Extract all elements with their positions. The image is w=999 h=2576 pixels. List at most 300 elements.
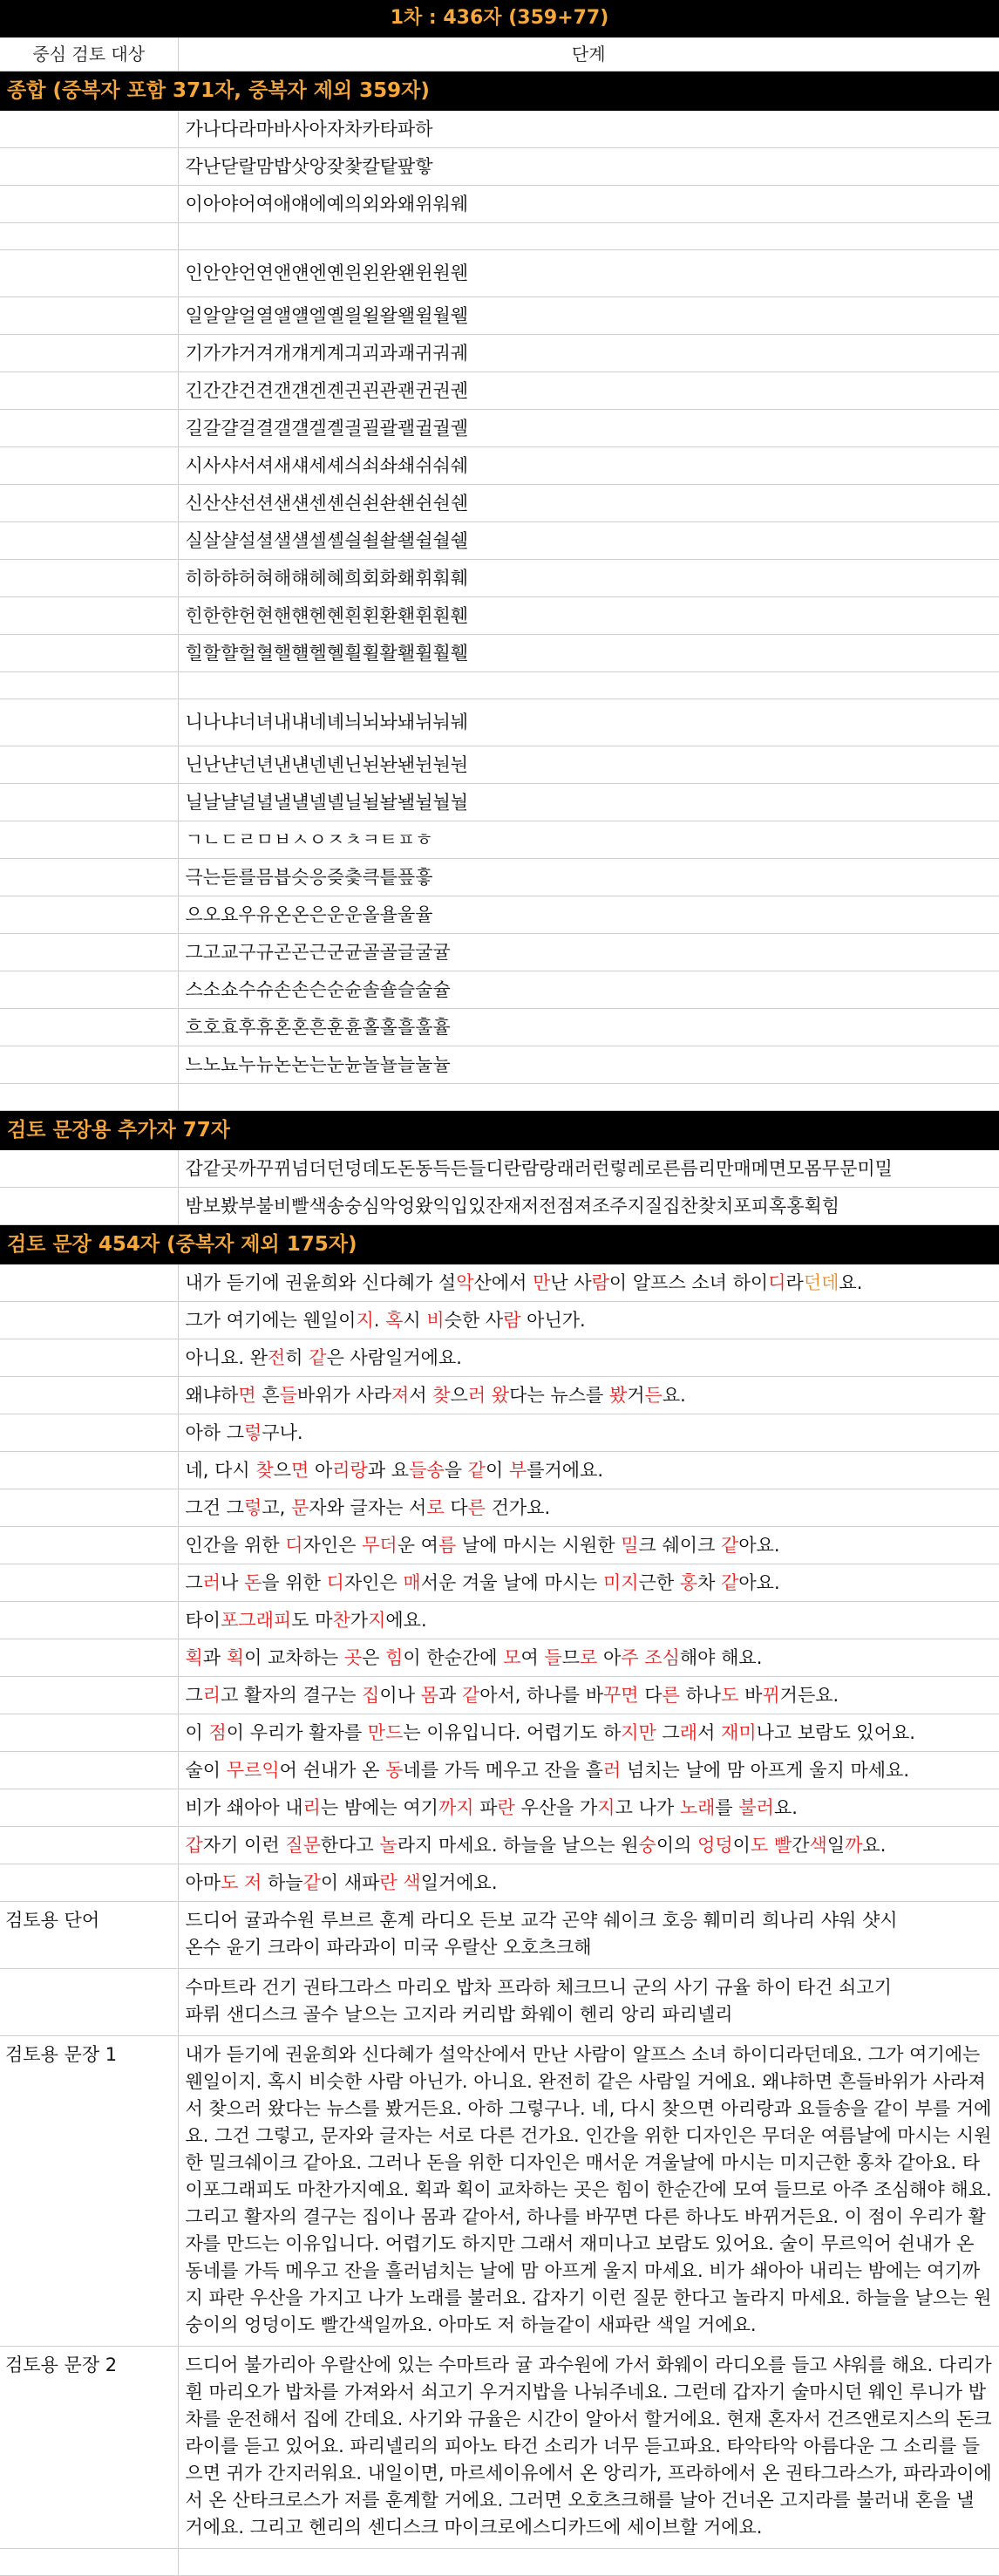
row-label-cell	[0, 522, 178, 560]
highlight-text: 들	[409, 1460, 427, 1481]
row-value-cell: 갑같곳까꾸뀌넘더던덩데도돈동득든들디란람랑래러런렇레로른름리만매메면모몸무문미밀	[178, 1150, 999, 1188]
highlight-text: 무더	[362, 1535, 398, 1556]
highlight-text: 노래	[679, 1797, 716, 1818]
row-label-cell	[0, 1677, 178, 1714]
highlight-text: 불러	[738, 1797, 774, 1818]
highlight-text: 른	[467, 1497, 486, 1518]
highlight-text: 색	[403, 1872, 421, 1893]
sentence-text: 요.	[839, 1272, 863, 1293]
highlight-text: 송	[426, 1460, 445, 1481]
highlight-text: 무	[226, 1760, 245, 1781]
row-label-cell	[0, 746, 178, 784]
sentence-text: 이의	[656, 1835, 698, 1856]
highlight-text: 면	[621, 1685, 639, 1706]
comprehensive-row	[0, 560, 999, 597]
sentence-text: 그	[656, 1722, 680, 1743]
row-label-cell	[0, 1046, 178, 1084]
row-label-cell	[0, 1188, 178, 1225]
review-words-row-1	[0, 1902, 999, 1969]
sentence-text: 슷한 사	[444, 1310, 504, 1331]
highlight-text: 만	[367, 1722, 386, 1743]
highlight-text: 부	[508, 1460, 527, 1481]
paragraph-cell: 드디어 불가리아 우랄산에 있는 수마트라 귤 과수원에 가서 화웨이 라디오를 들고 샤워를 해요. 다리가 휜 마리오가 밥차를 가져와서 쇠고기 우거지밥을 나눠주네요. 그런데 갑자기 술마시던 웨인 루니가 밥차를 운전해서 집에 간데요. 사기와 규율은 시간이 알아서 할거에요. 현재 혼자서 건즈앤로지스의 돈크라이를 듣고 있어요. 파리넬리의 피아노 타건 소리가 너무 듣고파요. 타악타악 아름다운 그 소리를 들으면 귀가 간지러워요. 내일이면, 마르세이유에서 온 앙리가, 프라하에서 온 권타그라스가, 파라과이에서 온 산타크로스가 저를 훈계할 거에요. 그러면 오호츠크해를 날아 건너온 고지라를 불러내 혼을 낼 거에요. 그리고 헨리의 센디스크 마이크로에스디카드에 세이브할 거에요.	[178, 2347, 999, 2549]
sentence-text: 고 나가	[615, 1797, 680, 1818]
sentence-row	[0, 1827, 999, 1864]
extra-row	[0, 1150, 999, 1188]
row-label-cell	[0, 635, 178, 672]
highlight-text: 문	[290, 1497, 309, 1518]
sentence-text: 그건 그	[185, 1497, 245, 1518]
row-value-cell: ㄱㄴㄷㄹㅁㅂㅅㅇㅈㅊㅋㅌㅍㅎ	[178, 821, 999, 859]
sentence-text: 근한	[638, 1572, 680, 1593]
comprehensive-row	[0, 597, 999, 635]
paragraph-cell: 수마트라 건기 권타그라스 마리오 밥차 프라하 체크므니 군의 사기 규율 하이 타건 쇠고기 파뤼 샌디스크 골수 날으는 고지라 커리밥 화웨이 헨리 앙리 파리넬리	[178, 1969, 999, 2036]
sentence-text: 히	[285, 1347, 309, 1368]
row-value-cell	[178, 1527, 999, 1564]
highlight-text: 찬	[332, 1610, 350, 1631]
row-label-cell	[0, 1452, 178, 1489]
row-value-cell: 이아야어여애얘에예의외와왜위워웨	[178, 186, 999, 223]
sentence-text: 으	[450, 1385, 468, 1406]
row-value-cell: 일알얄얼열앨얠엘옐읠욀왈왤윌월웰	[178, 297, 999, 335]
highlight-text: 빨	[773, 1835, 792, 1856]
highlight-text: 들	[279, 1385, 297, 1406]
row-value-cell: 기가갸거겨개걔게계긔괴과괘귀궈궤	[178, 335, 999, 372]
row-value-cell: 밤보봤부불비빨색송숭심악엉왔익입있잔재저전점져조주지질집찬찾치포피혹홍획힘	[178, 1188, 999, 1225]
comprehensive-row	[0, 784, 999, 821]
empty-row	[0, 2549, 999, 2576]
highlight-text: 힘	[385, 1647, 404, 1668]
row-value-cell	[178, 1339, 999, 1377]
highlight-text: 재미	[721, 1722, 757, 1743]
row-label-cell	[0, 1602, 178, 1639]
highlight-text: 들	[544, 1647, 562, 1668]
row-value-cell	[178, 1677, 999, 1714]
comprehensive-row	[0, 250, 999, 297]
row-label-cell	[0, 250, 178, 297]
highlight-text: 같	[467, 1460, 486, 1481]
row-label-cell	[0, 896, 178, 934]
row-label-cell	[0, 560, 178, 597]
comprehensive-row	[0, 672, 999, 699]
highlight-text: 로	[580, 1647, 598, 1668]
row-label-cell	[0, 186, 178, 223]
highlight-text: 곳	[343, 1647, 363, 1668]
sentence-text	[486, 1385, 492, 1406]
row-value-cell: 닐날냘널녈낼냴넬녤닐뇔놜놸뉠눨눨	[178, 784, 999, 821]
sentence-text: 를거에요.	[527, 1460, 604, 1481]
sentence-text: 구나.	[262, 1422, 303, 1443]
row-value-cell: 힌한햔헌현핸햰헨혠흰횐환홴휜훤휀	[178, 597, 999, 635]
sentence-text: 요.	[773, 1797, 798, 1818]
highlight-text: 디	[768, 1272, 786, 1293]
row-label-cell	[0, 297, 178, 335]
sentence-text: 시	[403, 1310, 427, 1331]
highlight-text: 져	[391, 1385, 410, 1406]
highlight-text: 리	[332, 1460, 350, 1481]
highlight-text: 든	[644, 1385, 663, 1406]
row-label-cell	[0, 1969, 178, 2036]
row-value-cell: 느노뇨누뉴논논는눈뉸놀뇰늘눌뉼	[178, 1046, 999, 1084]
highlight-text: 같	[721, 1572, 739, 1593]
highlight-text: 지	[597, 1797, 615, 1818]
highlight-text: 던데	[803, 1272, 839, 1293]
sentence-text: 아요.	[738, 1572, 780, 1593]
highlight-text: 러	[467, 1385, 486, 1406]
row-value-cell: 니나냐너녀내냬네녜늬뇌놔놰뉘눠눼	[178, 699, 999, 746]
sentence-text: 을 위한	[262, 1572, 327, 1593]
sentence-text: 아	[597, 1647, 622, 1668]
sentence-text: 다	[638, 1685, 663, 1706]
sentence-text: 아닌가.	[520, 1310, 586, 1331]
sentence-text: 고,	[262, 1497, 291, 1518]
row-value-cell	[178, 1602, 999, 1639]
comprehensive-row	[0, 859, 999, 896]
highlight-text: 란	[379, 1872, 398, 1893]
highlight-text: 악	[456, 1272, 474, 1293]
sentence-text: 를	[715, 1797, 739, 1818]
section-sentences-title: 검토 문장 454자 (중복자 제외 175자)	[0, 1225, 999, 1264]
sentence-text: 일거에요.	[420, 1872, 498, 1893]
row-label-cell	[0, 1564, 178, 1602]
highlight-text: 지	[356, 1310, 374, 1331]
sentence-text: 어 쉰내가 온	[279, 1760, 386, 1781]
sentence-text: 나고 보람도 있어요.	[756, 1722, 915, 1743]
row-value-cell	[178, 1564, 999, 1602]
sentence-row	[0, 1677, 999, 1714]
row-label-cell	[0, 1084, 178, 1111]
sentence-row	[0, 1264, 999, 1302]
sentence-text: 서	[697, 1722, 722, 1743]
sentence-text: 그	[185, 1685, 203, 1706]
sentence-text: 도 마	[291, 1610, 333, 1631]
sentence-text: 네를 가득 메우고 잔을 흘	[403, 1760, 603, 1781]
highlight-text: 같	[309, 1347, 327, 1368]
sentence-text: 다	[444, 1497, 468, 1518]
review-sentence-2-label: 검토용 문장 2	[0, 2347, 178, 2549]
row-label-cell	[0, 784, 178, 821]
sentence-text: 파	[473, 1797, 498, 1818]
highlight-text: 색	[809, 1835, 827, 1856]
sentence-text: 는 밤에는 여기	[320, 1797, 438, 1818]
sentence-text	[768, 1835, 774, 1856]
row-label-cell	[0, 1827, 178, 1864]
row-value-cell: 극는듣를믐븝슷응즞츷큭틑픞흫	[178, 859, 999, 896]
sentence-row	[0, 1602, 999, 1639]
highlight-text: 지	[368, 1610, 386, 1631]
sentence-text: 으	[273, 1460, 291, 1481]
row-label-cell	[0, 821, 178, 859]
section-extra-title: 검토 문장용 추가자 77자	[0, 1111, 999, 1150]
row-label-cell	[0, 1752, 178, 1789]
sentence-text: 나	[221, 1572, 245, 1593]
row-label-cell	[0, 223, 178, 250]
row-value-cell: 인안얀언연앤얜엔옌읜왼완왠윈원웬	[178, 250, 999, 297]
highlight-text: 돈	[244, 1572, 262, 1593]
sentence-text: 아서, 하나를 바	[479, 1685, 603, 1706]
sentence-text: 흔	[255, 1385, 280, 1406]
sentence-text: 차	[697, 1572, 722, 1593]
sentence-text: 이 교차하는	[244, 1647, 344, 1668]
sentence-text: 하늘	[262, 1872, 303, 1893]
section-extra-header	[0, 1111, 999, 1150]
highlight-text: 람	[503, 1310, 521, 1331]
sentence-text: 인간을 위한	[185, 1535, 286, 1556]
highlight-text: 엉덩	[697, 1835, 733, 1856]
sentence-text: 비가 쇄아아 내	[185, 1797, 303, 1818]
column-header-stage: 단계	[178, 37, 999, 72]
highlight-text: 같	[461, 1685, 480, 1706]
highlight-text: 비	[426, 1310, 445, 1331]
sentence-text: 술이	[185, 1760, 227, 1781]
column-header-target: 중심 검토 대상	[0, 37, 178, 72]
sentence-text: 이	[485, 1460, 509, 1481]
highlight-text: 도	[721, 1685, 739, 1706]
review-words-row-2	[0, 1969, 999, 2036]
sentence-text: 이 새파	[320, 1872, 380, 1893]
sentence-text: 이 우리가 활자를	[226, 1722, 368, 1743]
review-sentence-1-label: 검토용 문장 1	[0, 2036, 178, 2347]
comprehensive-row	[0, 410, 999, 447]
row-label-cell	[0, 447, 178, 485]
sentence-row	[0, 1452, 999, 1489]
row-label-cell	[0, 1302, 178, 1339]
row-value-cell	[178, 1714, 999, 1752]
row-value-cell: 닌난냔넌년낸냰넨녠닌뇐놘놴뉜눤눤	[178, 746, 999, 784]
row-value-cell	[178, 1414, 999, 1452]
highlight-text: 까	[845, 1835, 863, 1856]
highlight-text: 면	[238, 1385, 256, 1406]
comprehensive-row	[0, 1009, 999, 1046]
comprehensive-row	[0, 335, 999, 372]
comprehensive-row	[0, 111, 999, 148]
row-value-cell: 그고교구규곤곤근군균골골글굴귤	[178, 934, 999, 971]
highlight-text: 집	[362, 1685, 380, 1706]
row-value-cell	[178, 223, 999, 250]
row-value-cell	[178, 1827, 999, 1864]
row-value-cell	[178, 1302, 999, 1339]
review-sentence-2-row	[0, 2347, 999, 2549]
sentence-row	[0, 1752, 999, 1789]
row-label-cell	[0, 934, 178, 971]
sheet-title: 1차 : 436자 (359+77)	[0, 0, 999, 37]
highlight-text: 렇	[244, 1497, 262, 1518]
sentence-text: 서	[409, 1385, 433, 1406]
highlight-text: 드	[385, 1722, 404, 1743]
sentence-text: .	[373, 1310, 386, 1331]
row-value-cell: 스소쇼수슈손손슨순슌솔숄슬술슐	[178, 971, 999, 1009]
sentence-text: 아마	[185, 1872, 221, 1893]
comprehensive-row	[0, 1084, 999, 1111]
highlight-text: 혹	[385, 1310, 404, 1331]
sentence-row	[0, 1377, 999, 1414]
sentence-text: 거	[627, 1385, 645, 1406]
row-value-cell	[178, 1264, 999, 1302]
section-sentences-header	[0, 1225, 999, 1264]
highlight-text: 러	[202, 1572, 221, 1593]
sentence-text: 일	[826, 1835, 846, 1856]
highlight-text: 숭	[638, 1835, 656, 1856]
row-label-cell	[0, 2549, 178, 2576]
highlight-text: 도	[750, 1835, 769, 1856]
sentence-text: 과	[438, 1685, 462, 1706]
sentence-text: 여	[520, 1647, 545, 1668]
sentence-text: 이	[732, 1835, 751, 1856]
row-label-cell	[0, 410, 178, 447]
highlight-text: 찾	[432, 1385, 451, 1406]
sentence-text: 내가 듣기에 권윤희와 신다혜가 설	[185, 1272, 457, 1293]
highlight-text: 모	[503, 1647, 521, 1668]
row-label-cell	[0, 699, 178, 746]
comprehensive-row	[0, 447, 999, 485]
sentence-text: 왜냐하	[185, 1385, 239, 1406]
sentence-text: 거든요.	[779, 1685, 839, 1706]
sentence-text: 하나	[679, 1685, 722, 1706]
comprehensive-row	[0, 223, 999, 250]
row-value-cell	[178, 1084, 999, 1111]
row-label-cell	[0, 1789, 178, 1827]
highlight-text: 획	[185, 1647, 203, 1668]
row-value-cell: 흐호효후휴혼혼흔훈휸홀홀흘훌휼	[178, 1009, 999, 1046]
highlight-text: 로	[426, 1497, 445, 1518]
row-value-cell	[178, 1452, 999, 1489]
highlight-text: 른	[662, 1685, 680, 1706]
highlight-text: 질문	[285, 1835, 321, 1856]
highlight-text: 동	[385, 1760, 404, 1781]
row-value-cell	[178, 1789, 999, 1827]
sentence-text: 자인은	[343, 1572, 404, 1593]
comprehensive-row	[0, 297, 999, 335]
sentence-text: 해야 해요.	[679, 1647, 763, 1668]
comprehensive-row	[0, 148, 999, 186]
row-label-cell	[0, 1527, 178, 1564]
highlight-text: 지만	[621, 1722, 656, 1743]
row-label-cell	[0, 1150, 178, 1188]
row-value-cell	[178, 1639, 999, 1677]
sentence-row	[0, 1489, 999, 1527]
sentence-row	[0, 1789, 999, 1827]
sentence-text: 과	[202, 1647, 227, 1668]
highlight-text: 까지	[438, 1797, 474, 1818]
comprehensive-row	[0, 934, 999, 971]
row-label-cell	[0, 1009, 178, 1046]
row-label-cell	[0, 1264, 178, 1302]
sentence-row	[0, 1639, 999, 1677]
row-value-cell: 길갈걀걸결갤걜겔곌긜괼괄괠귈궐궬	[178, 410, 999, 447]
row-label-cell	[0, 1414, 178, 1452]
row-value-cell	[178, 1864, 999, 1902]
row-label-cell	[0, 1639, 178, 1677]
paragraph-cell: 내가 듣기에 권윤희와 신다혜가 설악산에서 만난 사람이 알프스 소녀 하이디라던데요. 그가 여기에는 웬일이지. 혹시 비슷한 사람 아닌가. 아니요. 완전히 같은 사람일 거에요. 왜냐하면 흔들바위가 사라져서 찾으러 왔다는 뉴스를 봤거든요. 아하 그렇구나. 네, 다시 찾으면 아리랑과 요들송을 같이 부를 거에요. 그건 그렇고, 문자와 글자는 서로 다른 건가요. 인간을 위한 디자인은 무더운 여름날에 마시는 시원한 밀크쉐이크 같아요. 그러나 돈을 위한 디자인은 매서운 겨울날에 마시는 미지근한 홍차 같아요. 타이포그래피도 마찬가지예요. 획과 획이 교차하는 곳은 힘이 한순간에 모여 들므로 아주 조심해야 해요. 그리고 활자의 결구는 집이나 몸과 같아서, 하나를 바꾸면 다른 하나도 바뀌거든요. 이 점이 우리가 활자를 만드는 이유입니다. 어렵기도 하지만 그래서 재미나고 보람도 있어요. 술이 무르익어 쉰내가 온 동네를 가득 메우고 잔을 흘러넘치는 날에 맘 아프게 울지 마세요. 비가 쇄아아 내리는 밤에는 여기까지 파란 우산을 가지고 나가 노래를 불러요. 갑자기 이런 질문 한다고 놀라지 마세요. 하늘을 날으는 원숭이의 엉덩이도 빨간색일까요. 아마도 저 하늘같이 새파란 색일 거에요.	[178, 2036, 999, 2347]
comprehensive-row	[0, 485, 999, 522]
section-comprehensive-title: 종합 (중복자 포함 371자, 중복자 제외 359자)	[0, 72, 999, 111]
sentence-text: 자기 이런	[202, 1835, 286, 1856]
highlight-text: 획	[226, 1647, 245, 1668]
sentence-row	[0, 1339, 999, 1377]
sentence-text: 이 한순간에	[403, 1647, 504, 1668]
row-value-cell	[178, 1377, 999, 1414]
sentence-row	[0, 1864, 999, 1902]
highlight-text: 르	[244, 1760, 262, 1781]
sentence-text: 에요.	[385, 1610, 427, 1631]
highlight-text: 디	[285, 1535, 303, 1556]
highlight-text: 래	[679, 1722, 698, 1743]
highlight-text: 갑	[185, 1835, 203, 1856]
sentence-row	[0, 1302, 999, 1339]
sentence-text: 타이	[185, 1610, 221, 1631]
comprehensive-row	[0, 971, 999, 1009]
highlight-text: 랑	[350, 1460, 368, 1481]
sentence-text: 넘치는 날에 맘 아프게 울지 마세요.	[621, 1760, 909, 1781]
comprehensive-row	[0, 896, 999, 934]
comprehensive-row	[0, 1046, 999, 1084]
sentence-text: 네, 다시	[185, 1460, 256, 1481]
row-value-cell: 으오요우유온온은운운올욜울율	[178, 896, 999, 934]
sentence-text: 이나	[379, 1685, 421, 1706]
review-sentence-1-row	[0, 2036, 999, 2347]
sentence-text: 우산을 가	[514, 1797, 598, 1818]
sentence-text: 아요.	[738, 1535, 780, 1556]
highlight-text: 몸	[420, 1685, 438, 1706]
row-label-cell	[0, 111, 178, 148]
sentence-text: 산에서	[473, 1272, 533, 1293]
highlight-text: 봤	[608, 1385, 628, 1406]
section-comprehensive-header	[0, 72, 999, 111]
highlight-text: 같	[302, 1872, 321, 1893]
highlight-text: 도 저	[221, 1872, 262, 1893]
row-label-cell	[0, 1489, 178, 1527]
highlight-text: 만	[533, 1272, 551, 1293]
row-value-cell	[178, 1489, 999, 1527]
sentence-text: 운 여	[397, 1535, 438, 1556]
sentence-row	[0, 1414, 999, 1452]
row-value-cell	[178, 2549, 999, 2576]
sentence-text: 가	[350, 1610, 369, 1631]
extra-row	[0, 1188, 999, 1225]
sentence-text: 는 이유입니다. 어렵기도 하	[403, 1722, 622, 1743]
row-label-cell	[0, 335, 178, 372]
highlight-text: 찾	[255, 1460, 274, 1481]
sentence-text: 과 요	[367, 1460, 410, 1481]
sentence-text: 아하 그	[185, 1422, 245, 1443]
sentence-text: 한다고	[320, 1835, 380, 1856]
highlight-text: 놀	[379, 1835, 398, 1856]
highlight-text: 디	[326, 1572, 344, 1593]
highlight-text: 점	[208, 1722, 227, 1743]
row-label-cell	[0, 148, 178, 186]
sentence-text: 간	[792, 1835, 810, 1856]
row-label-cell	[0, 1339, 178, 1377]
sentence-text: 이 알프스 소녀 하이	[608, 1272, 769, 1293]
comprehensive-row	[0, 522, 999, 560]
comprehensive-row	[0, 186, 999, 223]
sentence-text: 라	[785, 1272, 804, 1293]
sentence-text: 고 활자의 결구는	[221, 1685, 363, 1706]
row-value-cell: 히하햐허혀해햬헤혜희회화홰휘훠훼	[178, 560, 999, 597]
highlight-text: 뀌	[762, 1685, 780, 1706]
sentence-text: 자인은	[302, 1535, 363, 1556]
row-label-cell	[0, 597, 178, 635]
highlight-text: 미지	[603, 1572, 639, 1593]
row-value-cell	[178, 1752, 999, 1789]
sentence-text: 은 사람일거에요.	[326, 1347, 462, 1368]
highlight-text: 전	[268, 1347, 286, 1368]
sentence-text: 다는 뉴스를	[509, 1385, 609, 1406]
highlight-text: 심	[662, 1647, 680, 1668]
sentence-text: 크 쉐이크	[638, 1535, 722, 1556]
comprehensive-row	[0, 699, 999, 746]
sentence-text: 바위가 사라	[296, 1385, 392, 1406]
